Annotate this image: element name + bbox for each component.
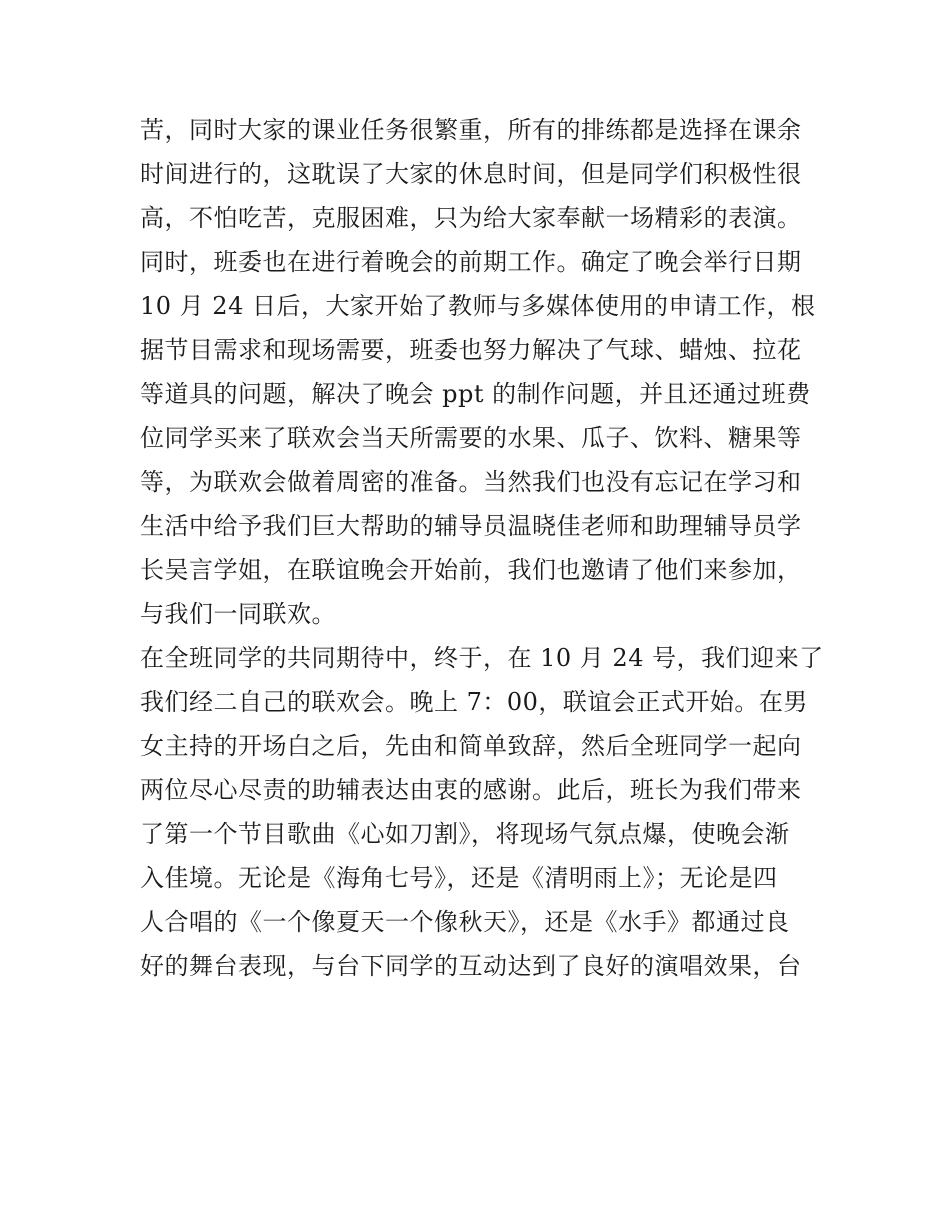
text-line: 同时，班委也在进行着晚会的前期工作。确定了晚会举行日期 xyxy=(140,248,802,276)
text-line: 据节目需求和现场需要，班委也努力解决了气球、蜡烛、拉花 xyxy=(140,336,802,364)
text-line: 了第一个节目歌曲《心如刀割》，将现场气氛点爆，使晚会渐 xyxy=(140,820,790,848)
text-line: 在全班同学的共同期待中，终于，在 10 月 24 号，我们迎来了 xyxy=(140,644,824,672)
text-line: 高，不怕吃苦，克服困难，只为给大家奉献一场精彩的表演。 xyxy=(140,204,802,232)
text-line: 两位尽心尽责的助辅表达由衷的感谢。此后，班长为我们带来 xyxy=(140,776,802,804)
text-line: 时间进行的，这耽误了大家的休息时间，但是同学们积极性很 xyxy=(140,160,802,188)
text-line: 入佳境。无论是《海角七号》，还是《清明雨上》；无论是四 xyxy=(140,864,778,892)
body-text xyxy=(140,108,824,988)
text-line: 位同学买来了联欢会当天所需要的水果、瓜子、饮料、糖果等 xyxy=(140,424,802,452)
text-line: 好的舞台表现，与台下同学的互动达到了良好的演唱效果，台 xyxy=(140,952,802,980)
text-line: 苦，同时大家的课业任务很繁重，所有的排练都是选择在课余 xyxy=(140,116,802,144)
text-line: 生活中给予我们巨大帮助的辅导员温晓佳老师和助理辅导员学 xyxy=(140,512,802,540)
text-line: 人合唱的《一个像夏天一个像秋天》，还是《水手》都通过良 xyxy=(140,908,790,936)
text-line: 与我们一同联欢。 xyxy=(140,600,336,628)
text-line: 10 月 24 日后，大家开始了教师与多媒体使用的申请工作，根 xyxy=(140,292,816,320)
text-line: 女主持的开场白之后，先由和简单致辞，然后全班同学一起向 xyxy=(140,732,802,760)
text-line: 长吴言学姐，在联谊晚会开始前，我们也邀请了他们来参加， xyxy=(140,556,802,584)
text-line: 我们经二自己的联欢会。晚上 7：00，联谊会正式开始。在男 xyxy=(140,688,808,716)
text-line: 等，为联欢会做着周密的准备。当然我们也没有忘记在学习和 xyxy=(140,468,802,496)
text-line: 等道具的问题，解决了晚会 ppt 的制作问题，并且还通过班费 xyxy=(140,380,811,408)
